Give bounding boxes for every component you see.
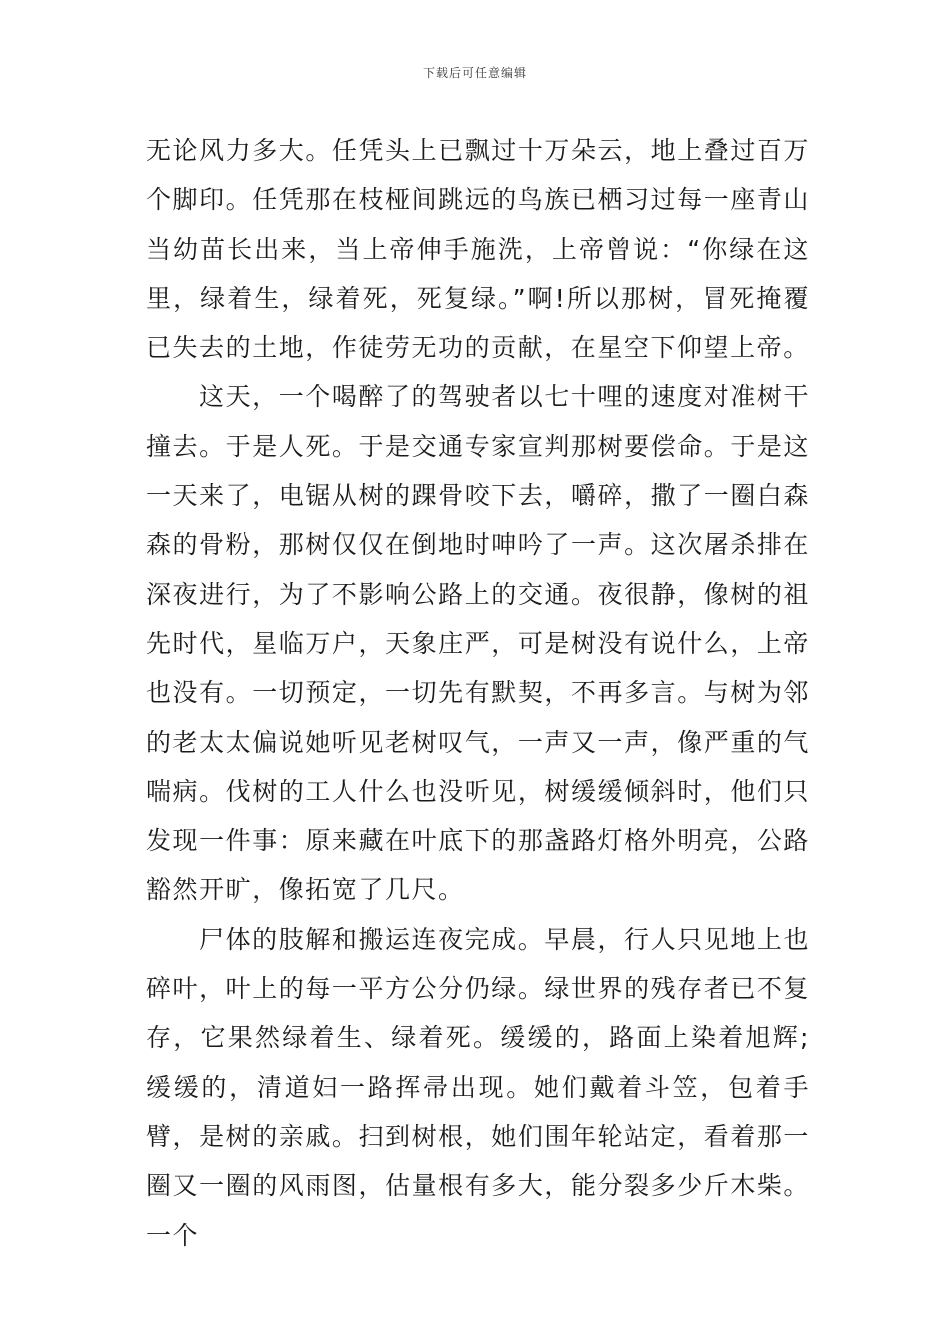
paragraph-2: 这天，一个喝醉了的驾驶者以七十哩的速度对准树干撞去。于是人死。于是交通专家宣判那树要偿命。于是这一天来了，电锯从树的踝骨咬下去，嚼碎，撒了一圈白森森的骨粉，那树仅仅在倒地时呻吟了一声。这次屠杀排在深夜进行，为了不影响公路上的交通。夜很静，像树的祖先时代，星临万户，天象庄严，可是树没有说什么，上帝也没有。一切预定，一切先有默契，不再多言。与树为邻的老太太偏说她听见老树叹气，一声又一声，像严重的气喘病。伐树的工人什么也没听见，树缓缓倾斜时，他们只发现一件事：原来藏在叶底下的那盏路灯格外明亮，公路豁然开旷，像拓宽了几尺。	[146, 382, 810, 905]
paragraph-3: 尸体的肢解和搬运连夜完成。早晨，行人只见地上也碎叶，叶上的每一平方公分仍绿。绿世界的残存者已不复存，它果然绿着生、绿着死。缓缓的，路面上染着旭辉;缓缓的，清道妇一路挥帚出现。她们戴着斗笠，包着手臂，是树的亲戚。扫到树根，她们围年轮站定，看着那一圈又一圈的风雨图，估量根有多大，能分裂多少斤木柴。一个	[146, 924, 810, 1250]
paragraph-1: 无论风力多大。任凭头上已飘过十万朵云，地上叠过百万个脚印。任凭那在枝桠间跳远的鸟族已栖习过每一座青山当幼苗长出来，当上帝伸手施洗，上帝曾说：“你绿在这里，绿着生，绿着死，死复绿。”啊!所以那树，冒死掩覆已失去的土地，作徒劳无功的贡献，在星空下仰望上帝。	[146, 136, 810, 363]
body-text	[146, 126, 810, 1260]
header-note: 下载后可任意编辑	[422, 66, 527, 80]
